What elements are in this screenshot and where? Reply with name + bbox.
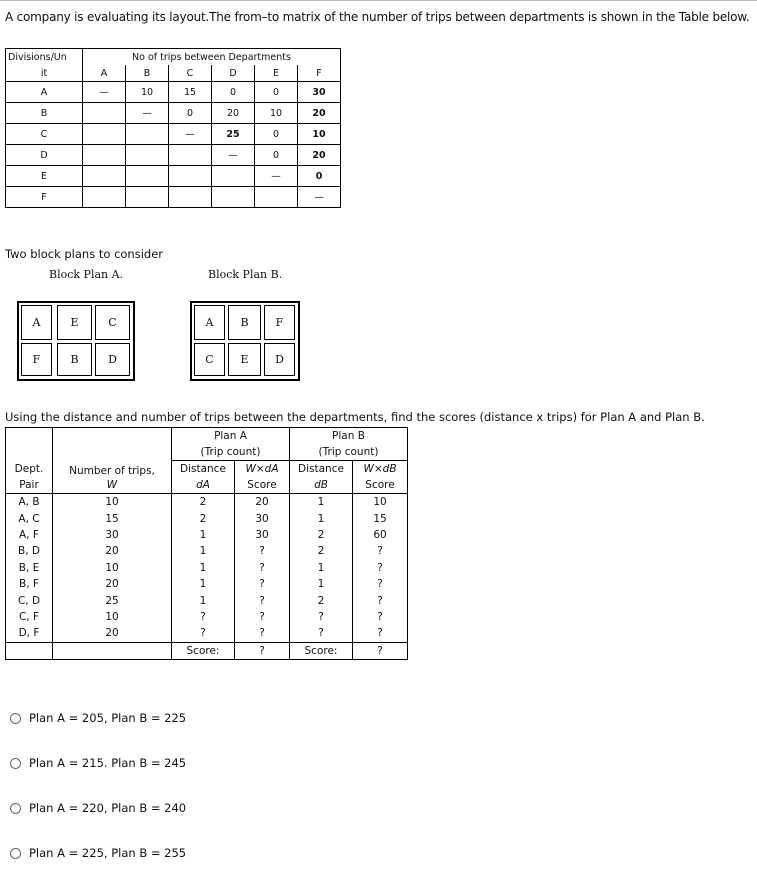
score-cell-pair: C, D [6,592,53,608]
matrix-cell: 25 [212,124,255,145]
matrix-row-label: C [6,124,83,145]
radio-button[interactable] [10,848,21,859]
score-cell-db: ? [290,625,353,642]
plan-a-cell: D [95,343,130,376]
score-cell-pair: B, D [6,543,53,559]
score-cell-da: 1 [172,592,235,608]
score-cell-pair: A, C [6,510,53,526]
pair-header: Pair [6,477,53,494]
score-cell-da: 2 [172,510,235,526]
matrix-row [6,187,341,208]
distance-b-header: Distance [290,461,353,478]
score-row [6,560,408,576]
matrix-column-header: A [83,65,126,82]
distance-a-header: Distance [172,461,235,478]
matrix-cell [169,145,212,166]
matrix-cell [83,124,126,145]
plan-b-cell: B [228,305,261,340]
score-b-header: Score [353,477,408,494]
score-cell-pair: A, B [6,494,53,511]
db-header: dB [290,477,353,494]
matrix-cell: — [169,124,212,145]
from-to-matrix [5,48,341,208]
score-cell-db: 1 [290,494,353,511]
score-cell-wdb: ? [353,592,408,608]
matrix-row-label: B [6,103,83,124]
matrix-cell [83,145,126,166]
score-cell-db: 2 [290,543,353,559]
matrix-cell: 20 [212,103,255,124]
matrix-cell [255,187,298,208]
matrix-cell [212,187,255,208]
matrix-column-header: D [212,65,255,82]
matrix-cell: 20 [298,103,341,124]
plan-b-cell: C [194,343,225,376]
answer-option[interactable] [10,711,186,725]
question-text: A company is evaluating its layout.The from–to matrix of the number of trips between departments is shown in the Table below. [5,10,750,24]
score-cell-pair: A, F [6,527,53,543]
matrix-cell: 0 [255,82,298,103]
option-label: Plan A = 220, Plan B = 240 [29,801,187,815]
score-cell-pair: B, F [6,576,53,592]
matrix-cell [126,166,169,187]
da-header: dA [172,477,235,494]
score-cell-wda: 20 [235,494,290,511]
score-cell-wda: 30 [235,510,290,526]
plan-b-subheader: (Trip count) [290,444,408,461]
option-label: Plan A = 215. Plan B = 245 [29,756,187,770]
plan-b-cell: D [264,343,295,376]
plan-b-cell: F [264,305,295,340]
score-cell-da: 1 [172,543,235,559]
radio-button[interactable] [10,713,21,724]
score-row [6,625,408,642]
block-plan-b [190,301,300,381]
score-cell-w: 10 [53,560,172,576]
corner-label: Divisions/Un [6,49,83,66]
matrix-cell [83,166,126,187]
score-cell-wdb: 15 [353,510,408,526]
score-row [6,592,408,608]
score-cell-pair: B, E [6,560,53,576]
matrix-cell: 0 [212,82,255,103]
plan-b-title: Block Plan B. [208,268,283,281]
plan-b-header: Plan B [290,428,408,445]
score-row [6,576,408,592]
score-cell-wda: ? [235,625,290,642]
score-cell-db: 1 [290,576,353,592]
score-cell-wda: ? [235,609,290,625]
plan-b-cell: A [194,305,225,340]
answer-option[interactable] [10,846,186,860]
block-plan-a [17,301,135,381]
matrix-cell: 0 [169,103,212,124]
matrix-cell [83,187,126,208]
score-cell-db: 2 [290,527,353,543]
matrix-cell [83,103,126,124]
matrix-cell: 10 [255,103,298,124]
score-cell-pair: C, F [6,609,53,625]
option-label: Plan A = 205, Plan B = 225 [29,711,187,725]
score-cell-w: 10 [53,494,172,511]
plan-a-subheader: (Trip count) [172,444,290,461]
wdb-header: W×dB [353,461,408,478]
score-cell-db: 1 [290,560,353,576]
score-row [6,543,408,559]
score-row [6,510,408,526]
score-b-value: ? [353,642,408,659]
matrix-column-header: C [169,65,212,82]
matrix-cell [169,187,212,208]
matrix-row-label: F [6,187,83,208]
matrix-row [6,166,341,187]
matrix-cell: — [298,187,341,208]
matrix-row [6,124,341,145]
score-cell-wdb: ? [353,543,408,559]
answer-option[interactable] [10,801,186,815]
wda-header: W×dA [235,461,290,478]
matrix-cell: — [212,145,255,166]
plan-a-cell: B [57,343,92,376]
score-a-value: ? [235,642,290,659]
score-cell-wda: ? [235,592,290,608]
score-cell-wdb: ? [353,609,408,625]
matrix-column-header: E [255,65,298,82]
plan-a-cell: A [21,305,52,340]
plan-a-cell: E [57,305,92,340]
score-cell-da: ? [172,625,235,642]
w-header: W [53,477,172,494]
score-a-label: Score: [172,642,235,659]
matrix-cell [126,145,169,166]
instruction-text: Using the distance and number of trips between the departments, find the scores (distance x trips) for Plan A and Plan B. [5,410,705,424]
score-cell-wdb: ? [353,576,408,592]
matrix-column-header: B [126,65,169,82]
score-cell-w: 25 [53,592,172,608]
score-cell-wdb: 10 [353,494,408,511]
matrix-row-label: D [6,145,83,166]
score-cell-w: 15 [53,510,172,526]
score-cell-pair: D, F [6,625,53,642]
matrix-cell: 15 [169,82,212,103]
matrix-row-label: E [6,166,83,187]
matrix-cell: — [83,82,126,103]
matrix-row [6,82,341,103]
matrix-row-label: A [6,82,83,103]
dept-header: Dept. [6,461,53,478]
score-cell-wdb: 60 [353,527,408,543]
score-cell-w: 20 [53,576,172,592]
score-cell-da: 1 [172,576,235,592]
plans-intro: Two block plans to consider [5,247,164,261]
score-cell-wda: ? [235,560,290,576]
score-cell-db: 2 [290,592,353,608]
radio-button[interactable] [10,803,21,814]
score-table [5,427,408,660]
score-cell-da: 2 [172,494,235,511]
score-row [6,527,408,543]
corner-label-cont: it [6,65,83,82]
matrix-cell: 10 [298,124,341,145]
plan-b-cell: E [228,343,261,376]
score-row [6,609,408,625]
score-cell-wdb: ? [353,560,408,576]
matrix-cell [212,166,255,187]
matrix-cell: 0 [298,166,341,187]
score-cell-w: 20 [53,625,172,642]
score-cell-db: ? [290,609,353,625]
plan-a-title: Block Plan A. [49,268,124,281]
score-a-header: Score [235,477,290,494]
top-divider [0,0,757,1]
matrix-cell [169,166,212,187]
score-cell-db: 1 [290,510,353,526]
matrix-cell: 10 [126,82,169,103]
matrix-cell: — [126,103,169,124]
score-cell-wda: ? [235,576,290,592]
radio-button[interactable] [10,758,21,769]
score-cell-w: 10 [53,609,172,625]
matrix-row [6,103,341,124]
plan-a-header: Plan A [172,428,290,445]
score-cell-w: 20 [53,543,172,559]
matrix-cell: 20 [298,145,341,166]
score-cell-da: ? [172,609,235,625]
score-cell-wda: 30 [235,527,290,543]
score-b-label: Score: [290,642,353,659]
matrix-cell: — [255,166,298,187]
score-cell-wdb: ? [353,625,408,642]
matrix-column-header: F [298,65,341,82]
score-cell-da: 1 [172,560,235,576]
score-cell-wda: ? [235,543,290,559]
score-row [6,494,408,511]
matrix-cell: 0 [255,145,298,166]
plan-a-cell: C [95,305,130,340]
matrix-cell: 30 [298,82,341,103]
option-label: Plan A = 225, Plan B = 255 [29,846,187,860]
matrix-row [6,145,341,166]
matrix-cell [126,187,169,208]
trips-header: Number of trips, [53,461,172,478]
plan-a-cell: F [21,343,52,376]
matrix-cell: 0 [255,124,298,145]
score-cell-da: 1 [172,527,235,543]
score-cell-w: 30 [53,527,172,543]
matrix-title: No of trips between Departments [83,49,341,66]
answer-option[interactable] [10,756,186,770]
matrix-cell [126,124,169,145]
